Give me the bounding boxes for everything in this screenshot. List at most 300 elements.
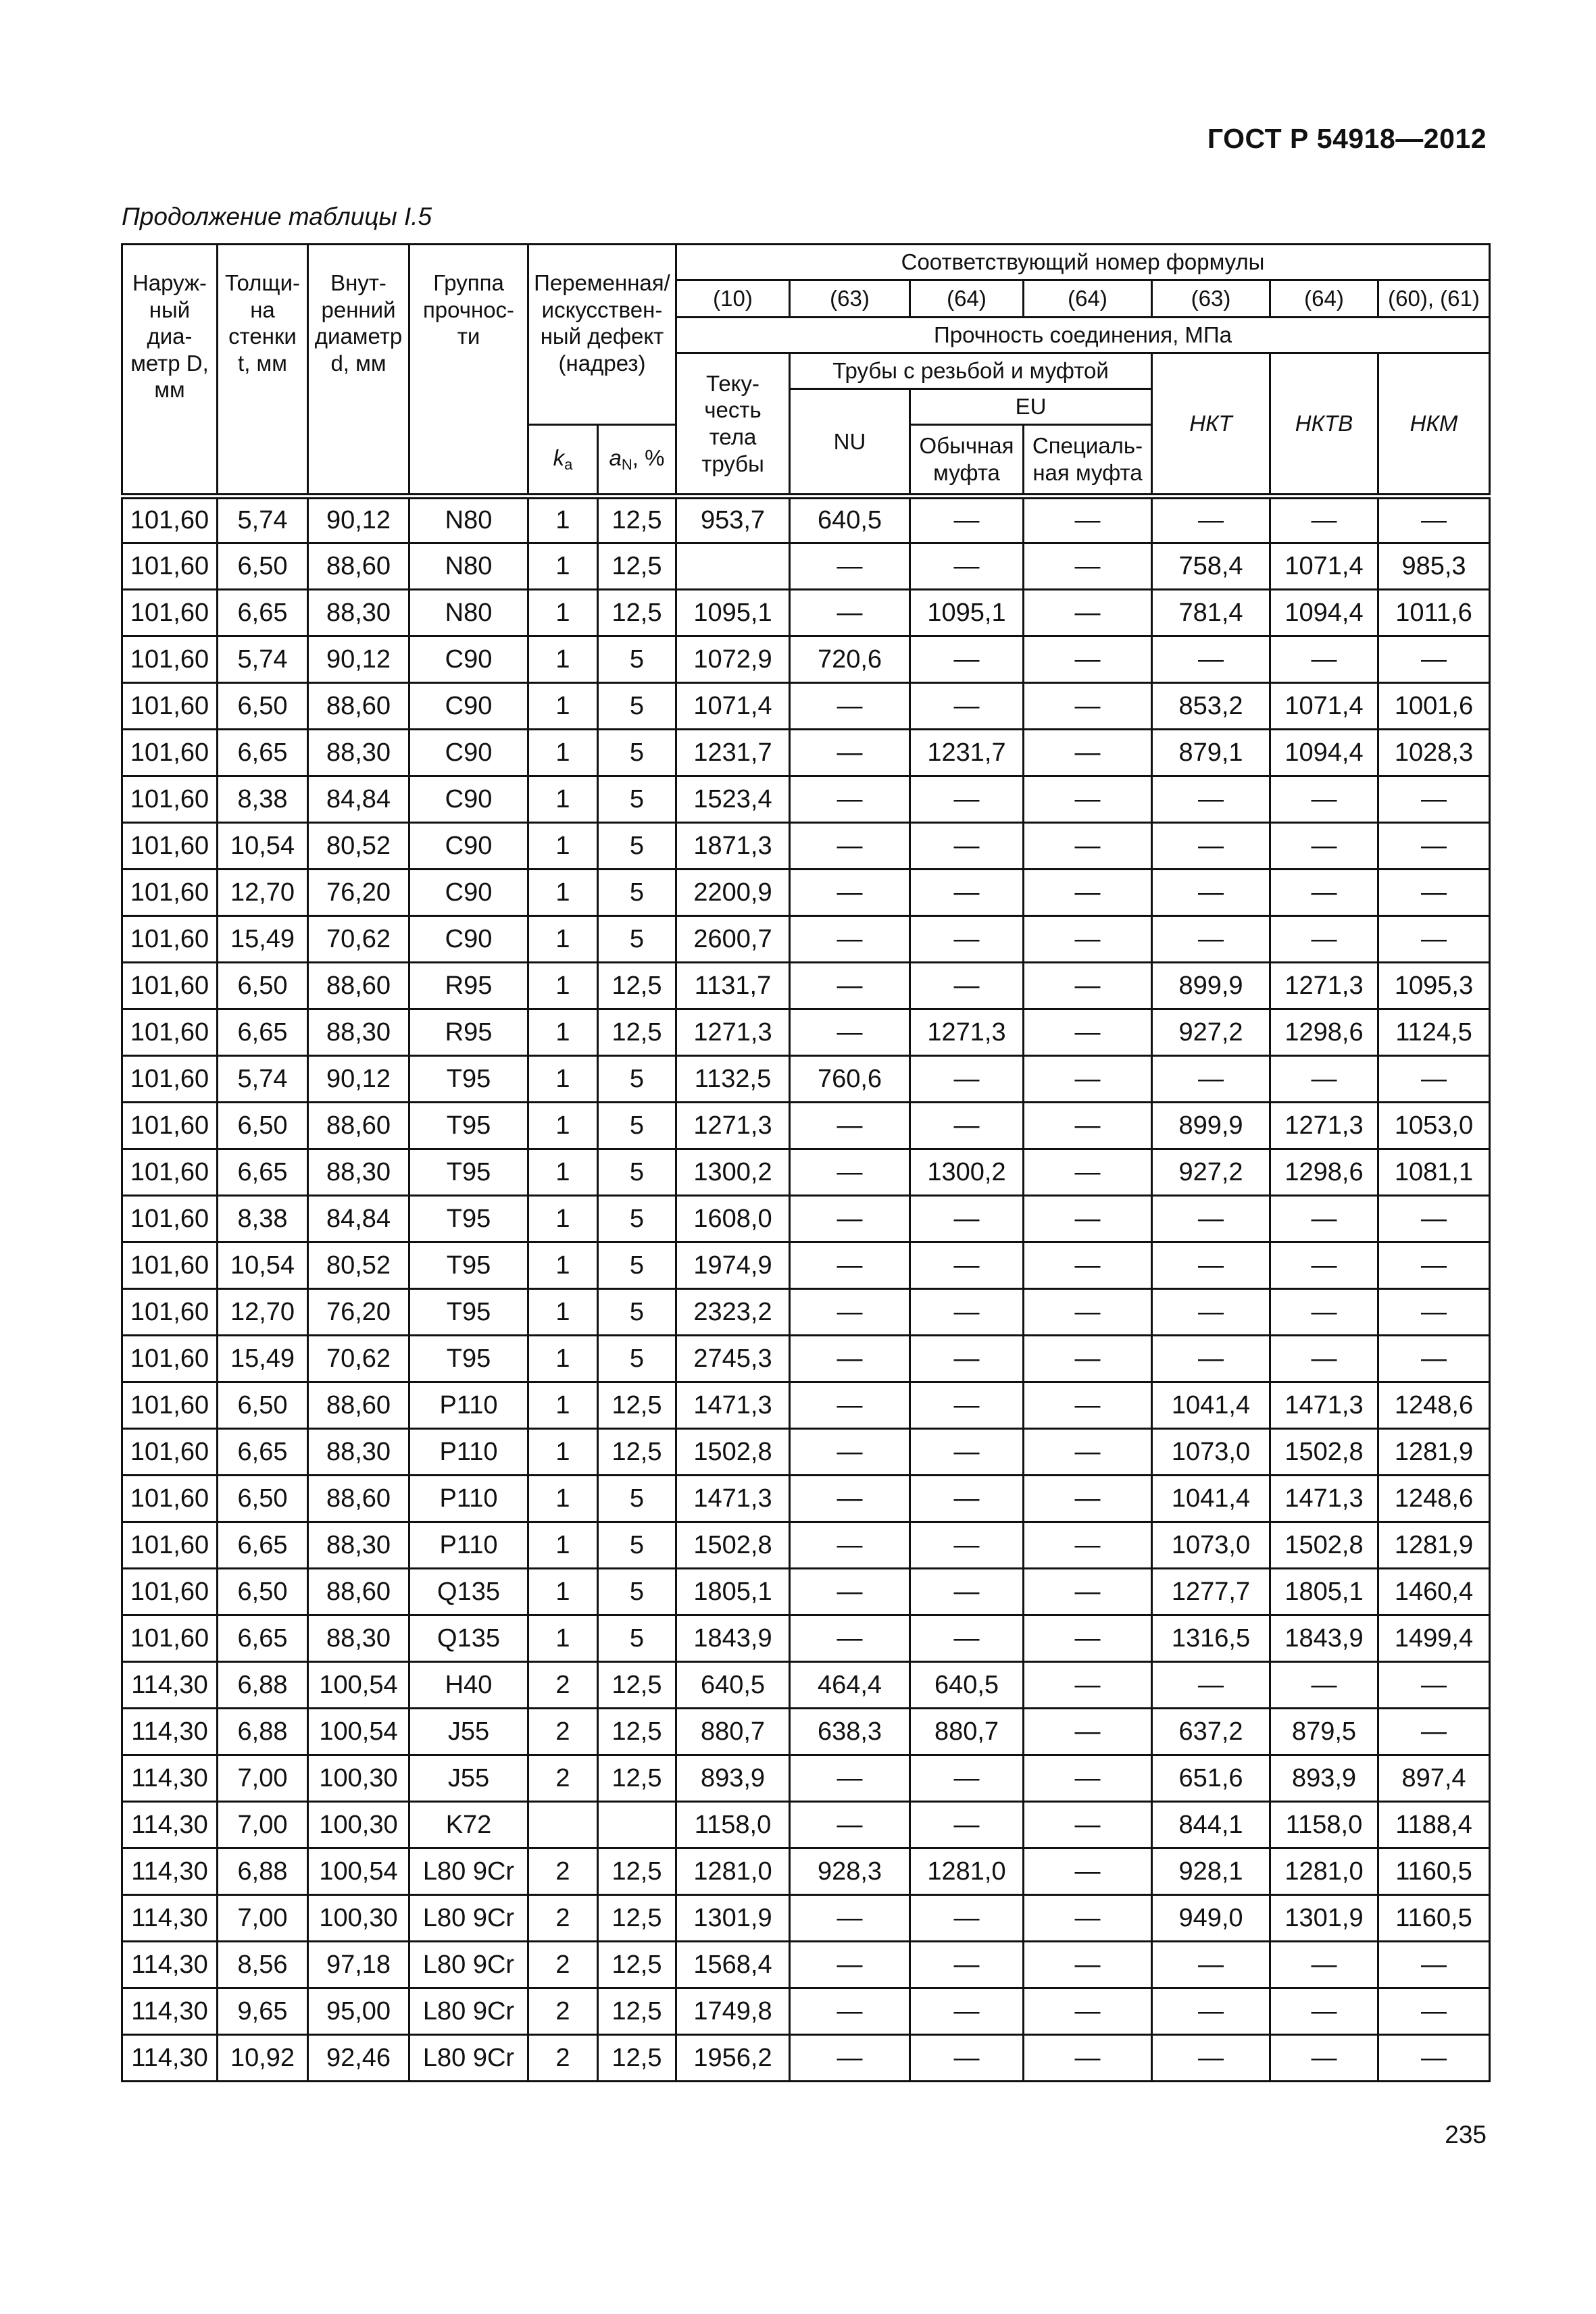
- table-cell: —: [1378, 823, 1490, 870]
- table-cell: 114,30: [122, 1755, 218, 1802]
- table-cell: —: [1024, 543, 1152, 590]
- table-cell: 5: [598, 1569, 676, 1615]
- header-nu: NU: [790, 389, 910, 497]
- table-cell: 1: [528, 1242, 598, 1289]
- table-cell: J55: [409, 1755, 528, 1802]
- table-cell: R95: [409, 1009, 528, 1056]
- table-cell: 1502,8: [1270, 1429, 1378, 1476]
- table-cell: 651,6: [1152, 1755, 1270, 1802]
- table-row: [122, 730, 1490, 776]
- table-cell: 640,5: [790, 497, 910, 543]
- header-strength-grade: Группа прочнос-ти: [409, 245, 528, 497]
- table-cell: —: [1378, 1196, 1490, 1242]
- table-cell: —: [790, 590, 910, 636]
- table-cell: 90,12: [308, 497, 409, 543]
- table-cell: 1: [528, 1429, 598, 1476]
- table-cell: 5: [598, 1242, 676, 1289]
- table-cell: 1: [528, 870, 598, 916]
- header-outer-diameter: Наруж-ный диа-метр D, мм: [122, 245, 218, 497]
- table-cell: 90,12: [308, 636, 409, 683]
- table-cell: —: [910, 1522, 1024, 1569]
- table-row: [122, 497, 1490, 543]
- table-cell: —: [1378, 1289, 1490, 1336]
- table-cell: —: [910, 1755, 1024, 1802]
- table-cell: 6,50: [218, 963, 308, 1009]
- table-cell: 880,7: [910, 1709, 1024, 1755]
- table-cell: 70,62: [308, 916, 409, 963]
- table-cell: —: [1270, 1942, 1378, 1988]
- table-cell: T95: [409, 1289, 528, 1336]
- table-cell: 1499,4: [1378, 1615, 1490, 1662]
- table-cell: —: [1378, 916, 1490, 963]
- table-cell: 1843,9: [676, 1615, 790, 1662]
- table-cell: —: [1024, 2035, 1152, 2082]
- table-cell: 88,30: [308, 1615, 409, 1662]
- formula-number: (63): [1152, 280, 1270, 318]
- table-cell: 6,88: [218, 1662, 308, 1709]
- table-cell: 1: [528, 1615, 598, 1662]
- table-cell: —: [1378, 1242, 1490, 1289]
- table-cell: 1: [528, 636, 598, 683]
- table-cell: —: [910, 1802, 1024, 1848]
- table-cell: 101,60: [122, 870, 218, 916]
- table-row: [122, 1196, 1490, 1242]
- table-cell: 6,50: [218, 543, 308, 590]
- table-cell: —: [1378, 1988, 1490, 2035]
- table-cell: 100,54: [308, 1662, 409, 1709]
- table-cell: 5: [598, 1056, 676, 1103]
- table-cell: —: [1270, 1196, 1378, 1242]
- table-cell: —: [910, 1942, 1024, 1988]
- table-cell: —: [790, 1476, 910, 1522]
- table-row: [122, 1429, 1490, 1476]
- table-cell: —: [1024, 1755, 1152, 1802]
- table-row: [122, 1615, 1490, 1662]
- table-cell: 899,9: [1152, 1103, 1270, 1149]
- table-cell: —: [1024, 963, 1152, 1009]
- table-cell: —: [910, 870, 1024, 916]
- table-cell: —: [1152, 870, 1270, 916]
- table-cell: —: [790, 1755, 910, 1802]
- table-cell: —: [790, 1569, 910, 1615]
- table-cell: —: [1152, 1196, 1270, 1242]
- formula-number: (10): [676, 280, 790, 318]
- table-cell: —: [1270, 497, 1378, 543]
- table-cell: 949,0: [1152, 1895, 1270, 1942]
- table-cell: 1281,0: [676, 1848, 790, 1895]
- page-number: 235: [1445, 2121, 1487, 2148]
- table-row: [122, 1476, 1490, 1522]
- table-cell: 1: [528, 1382, 598, 1429]
- table-cell: 927,2: [1152, 1149, 1270, 1196]
- header-threaded: Трубы с резьбой и муфтой: [790, 353, 1152, 389]
- table-cell: 1805,1: [676, 1569, 790, 1615]
- table-cell: 1095,1: [910, 590, 1024, 636]
- table-cell: 953,7: [676, 497, 790, 543]
- table-cell: —: [1378, 870, 1490, 916]
- table-cell: —: [790, 1149, 910, 1196]
- table-cell: 1073,0: [1152, 1522, 1270, 1569]
- table-cell: 927,2: [1152, 1009, 1270, 1056]
- table-cell: 1158,0: [1270, 1802, 1378, 1848]
- table-cell: 1271,3: [910, 1009, 1024, 1056]
- table-cell: 101,60: [122, 1569, 218, 1615]
- table-cell: —: [790, 1009, 910, 1056]
- table-cell: —: [1024, 1988, 1152, 2035]
- header-an: $a_N$, %: [598, 425, 676, 497]
- table-cell: —: [1270, 870, 1378, 916]
- table-cell: 853,2: [1152, 683, 1270, 730]
- table-cell: —: [1270, 1988, 1378, 2035]
- table-cell: 1: [528, 963, 598, 1009]
- table-cell: —: [910, 497, 1024, 543]
- table-cell: 12,5: [598, 1755, 676, 1802]
- table-cell: —: [1024, 776, 1152, 823]
- table-cell: 1471,3: [1270, 1382, 1378, 1429]
- table-cell: —: [790, 1242, 910, 1289]
- table-cell: 12,5: [598, 1709, 676, 1755]
- table-row: [122, 1103, 1490, 1149]
- table-cell: 640,5: [676, 1662, 790, 1709]
- table-cell: 1298,6: [1270, 1149, 1378, 1196]
- table-cell: —: [910, 1103, 1024, 1149]
- table-cell: 2: [528, 1755, 598, 1802]
- table-cell: 5: [598, 636, 676, 683]
- table-cell: 101,60: [122, 916, 218, 963]
- table-cell: 6,65: [218, 1429, 308, 1476]
- table-cell: 7,00: [218, 1802, 308, 1848]
- table-cell: 1: [528, 1196, 598, 1242]
- table-cell: —: [790, 1615, 910, 1662]
- table-cell: 101,60: [122, 1615, 218, 1662]
- header-nkm: НКМ: [1378, 353, 1490, 497]
- header-ka: $k_a$: [528, 425, 598, 497]
- table-row: [122, 636, 1490, 683]
- table-cell: 1160,5: [1378, 1895, 1490, 1942]
- table-cell: 2: [528, 2035, 598, 2082]
- table-cell: [528, 1802, 598, 1848]
- table-cell: 1608,0: [676, 1196, 790, 1242]
- table-cell: 101,60: [122, 730, 218, 776]
- table-cell: —: [1270, 2035, 1378, 2082]
- table-cell: 6,50: [218, 1103, 308, 1149]
- table-cell: 114,30: [122, 1802, 218, 1848]
- table-cell: 464,4: [790, 1662, 910, 1709]
- table-cell: —: [1152, 497, 1270, 543]
- header-defect: Переменная/ искусствен-ный дефект (надрез): [528, 245, 676, 425]
- table-cell: N80: [409, 543, 528, 590]
- table-row: [122, 1009, 1490, 1056]
- table-cell: 1158,0: [676, 1802, 790, 1848]
- table-cell: 5: [598, 1289, 676, 1336]
- table-cell: —: [1270, 1056, 1378, 1103]
- table-cell: —: [790, 1289, 910, 1336]
- table-cell: 638,3: [790, 1709, 910, 1755]
- table-cell: 12,5: [598, 590, 676, 636]
- table-cell: C90: [409, 636, 528, 683]
- table-cell: —: [1024, 1569, 1152, 1615]
- table-cell: 88,30: [308, 1149, 409, 1196]
- table-cell: —: [1024, 1429, 1152, 1476]
- table-row: [122, 1988, 1490, 2035]
- table-cell: 781,4: [1152, 590, 1270, 636]
- table-cell: —: [790, 1802, 910, 1848]
- table-cell: C90: [409, 916, 528, 963]
- table-cell: —: [1024, 1709, 1152, 1755]
- header-formula-title: Соответствующий номер формулы: [676, 245, 1490, 280]
- table-cell: 1160,5: [1378, 1848, 1490, 1895]
- table-cell: 12,5: [598, 497, 676, 543]
- table-cell: 12,70: [218, 870, 308, 916]
- table-cell: T95: [409, 1149, 528, 1196]
- table-cell: —: [1270, 1662, 1378, 1709]
- table-cell: 6,50: [218, 1476, 308, 1522]
- table-cell: —: [1024, 590, 1152, 636]
- table-cell: —: [1378, 1942, 1490, 1988]
- table-cell: 1124,5: [1378, 1009, 1490, 1056]
- table-cell: 1281,9: [1378, 1522, 1490, 1569]
- table-row: [122, 1848, 1490, 1895]
- table-cell: 114,30: [122, 1988, 218, 2035]
- table-cell: —: [910, 636, 1024, 683]
- table-cell: —: [790, 1382, 910, 1429]
- table-cell: 100,30: [308, 1802, 409, 1848]
- table-row: [122, 1755, 1490, 1802]
- table-cell: 101,60: [122, 636, 218, 683]
- table-cell: 1: [528, 1103, 598, 1149]
- table-cell: 1749,8: [676, 1988, 790, 2035]
- table-cell: 1188,4: [1378, 1802, 1490, 1848]
- table-cell: J55: [409, 1709, 528, 1755]
- formula-number: (64): [1024, 280, 1152, 318]
- table-cell: 12,5: [598, 1895, 676, 1942]
- table-row: [122, 1289, 1490, 1336]
- table-cell: —: [790, 823, 910, 870]
- table-row: [122, 1522, 1490, 1569]
- table-cell: —: [1024, 683, 1152, 730]
- table-cell: —: [1024, 1615, 1152, 1662]
- table-cell: T95: [409, 1103, 528, 1149]
- table-cell: —: [1152, 1942, 1270, 1988]
- table-cell: 114,30: [122, 1942, 218, 1988]
- table-cell: 7,00: [218, 1755, 308, 1802]
- table-cell: —: [1152, 1662, 1270, 1709]
- table-cell: 114,30: [122, 1709, 218, 1755]
- table-cell: 101,60: [122, 1242, 218, 1289]
- table-cell: 1: [528, 1056, 598, 1103]
- table-cell: P110: [409, 1522, 528, 1569]
- table-cell: 1843,9: [1270, 1615, 1378, 1662]
- table-cell: 1301,9: [1270, 1895, 1378, 1942]
- table-cell: 84,84: [308, 1196, 409, 1242]
- table-cell: —: [910, 1895, 1024, 1942]
- table-cell: —: [1378, 776, 1490, 823]
- table-cell: 101,60: [122, 1336, 218, 1382]
- table-cell: —: [1024, 1522, 1152, 1569]
- table-cell: 9,65: [218, 1988, 308, 2035]
- table-cell: [598, 1802, 676, 1848]
- table-cell: N80: [409, 590, 528, 636]
- table-cell: —: [1024, 870, 1152, 916]
- table-cell: 640,5: [910, 1662, 1024, 1709]
- header-eu-regular: Обычная муфта: [910, 425, 1024, 497]
- table-cell: 1073,0: [1152, 1429, 1270, 1476]
- table-cell: 6,50: [218, 1382, 308, 1429]
- table-cell: 114,30: [122, 1848, 218, 1895]
- table-cell: 101,60: [122, 823, 218, 870]
- table-cell: 1871,3: [676, 823, 790, 870]
- table-row: [122, 1569, 1490, 1615]
- table-cell: 637,2: [1152, 1709, 1270, 1755]
- table-row: [122, 1149, 1490, 1196]
- table-cell: 80,52: [308, 823, 409, 870]
- table-cell: 90,12: [308, 1056, 409, 1103]
- table-cell: —: [1024, 823, 1152, 870]
- table-cell: 80,52: [308, 1242, 409, 1289]
- table-cell: C90: [409, 683, 528, 730]
- table-row: [122, 1895, 1490, 1942]
- table-cell: P110: [409, 1476, 528, 1522]
- table-cell: —: [1270, 1289, 1378, 1336]
- table-cell: 1132,5: [676, 1056, 790, 1103]
- table-cell: 6,65: [218, 1522, 308, 1569]
- table-cell: —: [790, 1196, 910, 1242]
- table-cell: 12,70: [218, 1289, 308, 1336]
- table-cell: 101,60: [122, 1149, 218, 1196]
- table-cell: —: [910, 1242, 1024, 1289]
- table-cell: —: [1024, 1149, 1152, 1196]
- table-cell: 12,5: [598, 1429, 676, 1476]
- table-cell: 5,74: [218, 636, 308, 683]
- table-row: [122, 776, 1490, 823]
- table-cell: —: [1270, 823, 1378, 870]
- table-cell: —: [910, 2035, 1024, 2082]
- table-cell: 12,5: [598, 1988, 676, 2035]
- table-cell: —: [790, 870, 910, 916]
- table-cell: —: [910, 776, 1024, 823]
- table-cell: 12,5: [598, 1662, 676, 1709]
- table-cell: 1281,9: [1378, 1429, 1490, 1476]
- table-cell: 720,6: [790, 636, 910, 683]
- table-cell: 101,60: [122, 1429, 218, 1476]
- table-cell: 1248,6: [1378, 1476, 1490, 1522]
- table-cell: 1: [528, 1522, 598, 1569]
- table-cell: —: [1270, 776, 1378, 823]
- header-yield: Теку-честь тела трубы: [676, 353, 790, 497]
- table-cell: 95,00: [308, 1988, 409, 2035]
- table-cell: 70,62: [308, 1336, 409, 1382]
- table-cell: —: [1378, 497, 1490, 543]
- table-cell: 1502,8: [676, 1429, 790, 1476]
- table-cell: 1471,3: [676, 1476, 790, 1522]
- table-cell: —: [1152, 1988, 1270, 2035]
- table-cell: —: [1024, 1103, 1152, 1149]
- table-cell: 6,65: [218, 590, 308, 636]
- table-cell: 1: [528, 590, 598, 636]
- table-cell: 893,9: [1270, 1755, 1378, 1802]
- table-cell: 12,5: [598, 2035, 676, 2082]
- table-cell: —: [790, 1336, 910, 1382]
- table-row: [122, 916, 1490, 963]
- header-nkt: НКТ: [1152, 353, 1270, 497]
- table-cell: —: [790, 1103, 910, 1149]
- table-cell: —: [1270, 636, 1378, 683]
- table-cell: L80 9Cr: [409, 1895, 528, 1942]
- table-cell: 758,4: [1152, 543, 1270, 590]
- table-cell: —: [1270, 1336, 1378, 1382]
- table-cell: 1028,3: [1378, 730, 1490, 776]
- table-cell: T95: [409, 1242, 528, 1289]
- table-cell: —: [1378, 1662, 1490, 1709]
- table-cell: 76,20: [308, 870, 409, 916]
- table-cell: —: [1152, 1056, 1270, 1103]
- table-cell: 10,54: [218, 1242, 308, 1289]
- table-cell: 2323,2: [676, 1289, 790, 1336]
- table-cell: 92,46: [308, 2035, 409, 2082]
- table-cell: —: [790, 1942, 910, 1988]
- table-cell: 6,65: [218, 1615, 308, 1662]
- table-caption: Продолжение таблицы I.5: [122, 203, 432, 230]
- table-cell: 88,30: [308, 590, 409, 636]
- header-strength-title: Прочность соединения, МПа: [676, 318, 1490, 353]
- table-cell: 100,30: [308, 1755, 409, 1802]
- table-cell: 2: [528, 1895, 598, 1942]
- header-eu-special: Специаль-ная муфта: [1024, 425, 1152, 497]
- table-cell: P110: [409, 1429, 528, 1476]
- table-cell: L80 9Cr: [409, 2035, 528, 2082]
- table-cell: —: [1024, 1895, 1152, 1942]
- table-cell: 897,4: [1378, 1755, 1490, 1802]
- table-cell: 12,5: [598, 1942, 676, 1988]
- table-cell: 100,30: [308, 1895, 409, 1942]
- table-cell: 1: [528, 1149, 598, 1196]
- table-cell: 7,00: [218, 1895, 308, 1942]
- table-cell: 97,18: [308, 1942, 409, 1988]
- table-cell: 1081,1: [1378, 1149, 1490, 1196]
- table-cell: 12,5: [598, 1009, 676, 1056]
- table-cell: —: [1024, 1242, 1152, 1289]
- table-cell: 6,88: [218, 1848, 308, 1895]
- table-cell: 101,60: [122, 1056, 218, 1103]
- table-cell: —: [1378, 1709, 1490, 1755]
- header-inner-diameter: Внут-ренний диаметр d, мм: [308, 245, 409, 497]
- table-cell: 1523,4: [676, 776, 790, 823]
- formula-number: (64): [910, 280, 1024, 318]
- table-cell: 88,60: [308, 683, 409, 730]
- table-cell: 6,65: [218, 1149, 308, 1196]
- formula-number: (63): [790, 280, 910, 318]
- table-cell: 114,30: [122, 2035, 218, 2082]
- table-cell: 12,5: [598, 1382, 676, 1429]
- table-cell: 5: [598, 1615, 676, 1662]
- table-cell: 879,5: [1270, 1709, 1378, 1755]
- table-cell: 1053,0: [1378, 1103, 1490, 1149]
- table-cell: —: [1024, 1662, 1152, 1709]
- table-cell: 1974,9: [676, 1242, 790, 1289]
- table-cell: 1: [528, 1569, 598, 1615]
- table-cell: 88,60: [308, 963, 409, 1009]
- table-cell: —: [790, 776, 910, 823]
- table-cell: 2: [528, 1662, 598, 1709]
- table-cell: 5,74: [218, 497, 308, 543]
- table-cell: C90: [409, 823, 528, 870]
- table-cell: 101,60: [122, 683, 218, 730]
- table-cell: 88,60: [308, 1382, 409, 1429]
- table-cell: —: [1152, 636, 1270, 683]
- table-cell: —: [1270, 1242, 1378, 1289]
- table-cell: 15,49: [218, 1336, 308, 1382]
- table-cell: —: [910, 683, 1024, 730]
